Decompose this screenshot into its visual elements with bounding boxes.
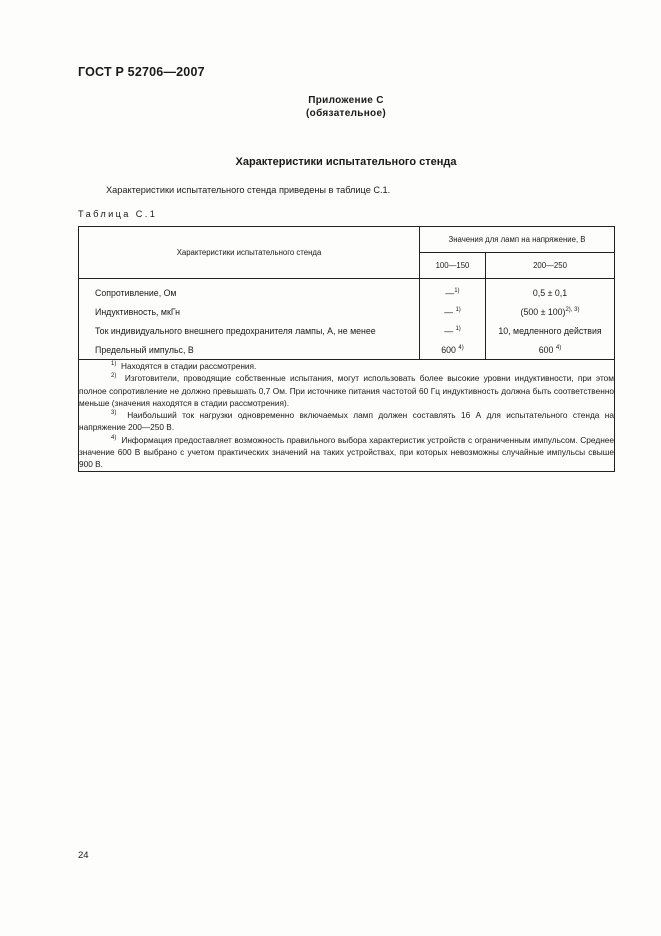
- row-value-high: 0,5 ± 0,1: [486, 279, 615, 303]
- row-value-low: 600 $^{4)}$: [420, 340, 486, 360]
- row-value-high: $(500 \pm 100)^{2), 3)}$: [486, 302, 615, 321]
- footnote: $^{2)}$ Изготовители, проводящие собственные испытания, могут использовать более высокие уровни индуктивности, при этом полное сопротивление не должно превышать 0,7 Ом. При источнике питания частотой 60 Гц индуктивность должна быть соответственно меньше (значения находятся в стадии рассмотрения).: [79, 373, 615, 408]
- row-label: Предельный импульс, В: [79, 340, 420, 360]
- header-voltage-group: Значения для ламп на напряжение, В: [420, 227, 615, 253]
- characteristics-table: [78, 226, 615, 472]
- table-footnotes: [79, 360, 615, 472]
- table-row: [79, 302, 615, 321]
- table-row: [79, 279, 615, 303]
- row-value-low: — $^{1)}$: [420, 302, 486, 321]
- row-label: Сопротивление, Ом: [79, 279, 420, 303]
- footnote: $^{1)}$ Находятся в стадии рассмотрения.: [111, 361, 257, 371]
- row-label: Ток индивидуального внешнего предохранителя лампы, А, не менее: [79, 321, 420, 340]
- row-value-high: 600 $^{4)}$: [486, 340, 615, 360]
- intro-paragraph: Характеристики испытательного стенда приведены в таблице С.1.: [106, 185, 391, 195]
- row-value-high: 10, медленного действия: [486, 321, 615, 340]
- footnote: $^{4)}$ Информация предоставляет возможность правильного выбора характеристик устройств с ограниченным импульсом. Среднее значение 600 В выбрано с учетом практических значений на таких устройствах, при которых невозможны случайные импульсы свыше 900 В.: [79, 434, 615, 470]
- row-value-low: —$^{1)}$: [420, 279, 486, 303]
- document-code: ГОСТ Р 52706—2007: [78, 65, 205, 79]
- header-voltage-low: 100—150: [420, 253, 486, 279]
- table-caption: Таблица С.1: [78, 209, 158, 219]
- table-row: [79, 321, 615, 340]
- row-label: Индуктивность, мкГн: [79, 302, 420, 321]
- table-row: [79, 340, 615, 360]
- header-voltage-high: 200—250: [486, 253, 615, 279]
- footnote: $^{3)}$ Наибольший ток нагрузки одновременно включаемых ламп должен составлять 16 А для испытательного стенда на напряжение 200—250 В.: [79, 410, 615, 433]
- header-characteristic: Характеристики испытательного стенда: [79, 227, 420, 279]
- page-number: 24: [78, 850, 89, 861]
- annex-status: (обязательное): [306, 108, 386, 119]
- annex-title: Приложение С: [308, 95, 384, 106]
- section-title: Характеристики испытательного стенда: [235, 156, 457, 168]
- row-value-low: — $^{1)}$: [420, 321, 486, 340]
